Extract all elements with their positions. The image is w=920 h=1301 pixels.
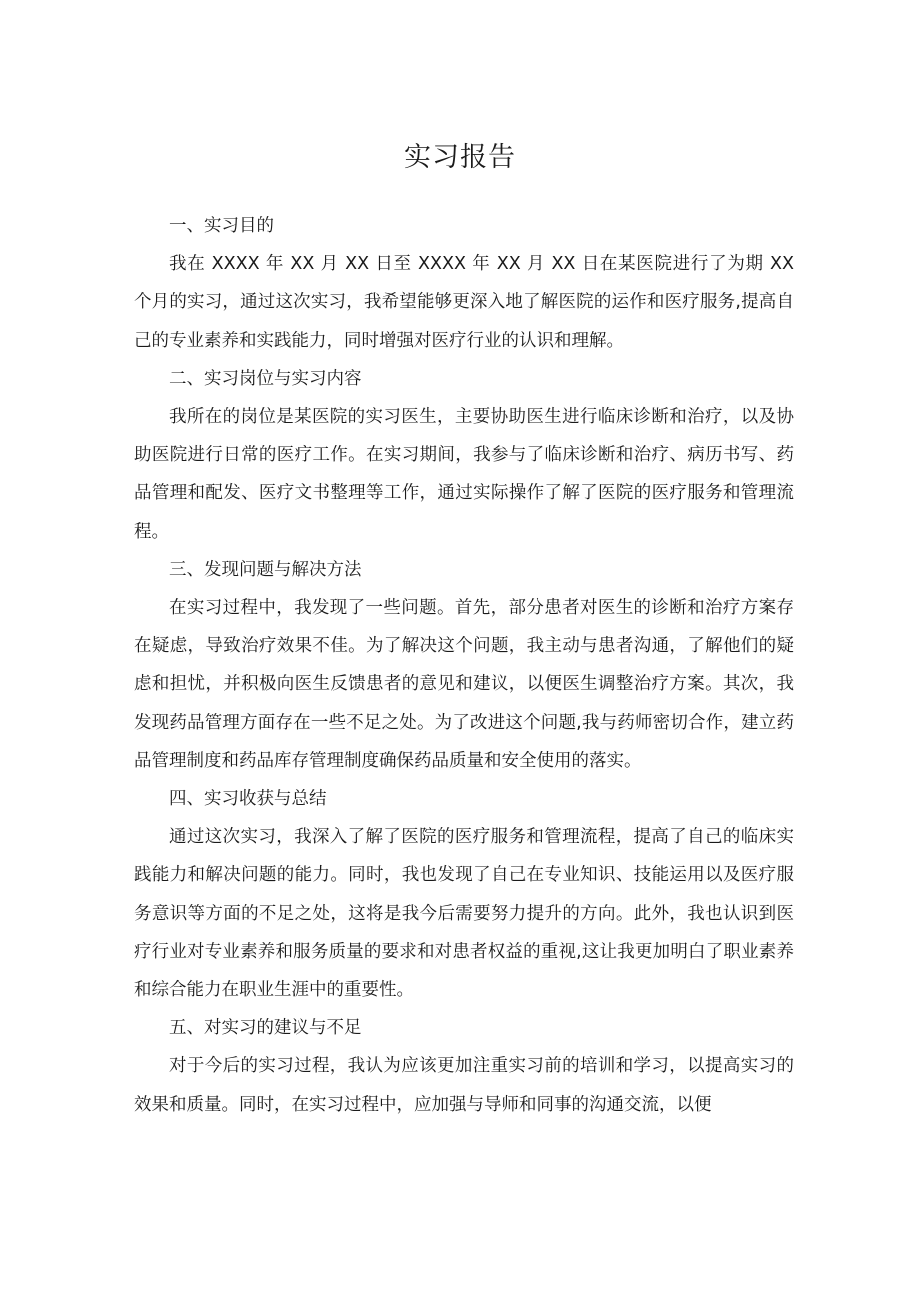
section-paragraph-position: 我所在的岗位是某医院的实习医生，主要协助医生进行临床诊断和治疗，以及协助医院进行日常的医疗工作。在实习期间，我参与了临床诊断和治疗、病历书写、药品管理和配发、医疗文书整理等工作，通过实际操作了解了医院的医疗服务和管理流程。: [134, 407, 794, 542]
section-heading-summary: 四、实习收获与总结: [169, 789, 327, 810]
section-heading-purpose: 一、实习目的: [169, 216, 274, 236]
document-body: [134, 207, 794, 1124]
section-paragraph-summary: 通过这次实习，我深入了解了医院的医疗服务和管理流程，提高了自己的临床实践能力和解决问题的能力。同时，我也发现了自己在专业知识、技能运用以及医疗服务意识等方面的不足之处，这将是我今后需要努力提升的方向。此外，我也认识到医疗行业对专业素养和服务质量的要求和对患者权益的重视,这让我更加明白了职业素养和综合能力在职业生涯中的重要性。: [134, 827, 794, 1001]
page-title: 实习报告: [404, 142, 516, 173]
section-heading-position: 二、实习岗位与实习内容: [169, 368, 362, 389]
section-paragraph-purpose: 我在 XXXX 年 XX 月 XX 日至 XXXX 年 XX 月 XX 日在某医院进行了为期 XX 个月的实习，通过这次实习，我希望能够更深入地了解医院的运作和医疗服务,提高自己的专业素养和实践能力，同时增强对医疗行业的认识和理解。: [134, 254, 794, 351]
section-heading-suggestions: 五、对实习的建议与不足: [169, 1018, 362, 1039]
section-heading-problems: 三、发现问题与解决方法: [169, 559, 362, 580]
section-paragraph-suggestions: 对于今后的实习过程，我认为应该更加注重实习前的培训和学习，以提高实习的效果和质量。同时，在实习过程中，应加强与导师和同事的沟通交流，以便: [134, 1056, 794, 1115]
section-paragraph-problems: 在实习过程中，我发现了一些问题。首先，部分患者对医生的诊断和治疗方案存在疑虑，导致治疗效果不佳。为了解决这个问题，我主动与患者沟通，了解他们的疑虑和担忧，并积极向医生反馈患者的意见和建议，以便医生调整治疗方案。其次，我发现药品管理方面存在一些不足之处。为了改进这个问题,我与药师密切合作，建立药品管理制度和药品库存管理制度确保药品质量和安全使用的落实。: [134, 598, 794, 771]
